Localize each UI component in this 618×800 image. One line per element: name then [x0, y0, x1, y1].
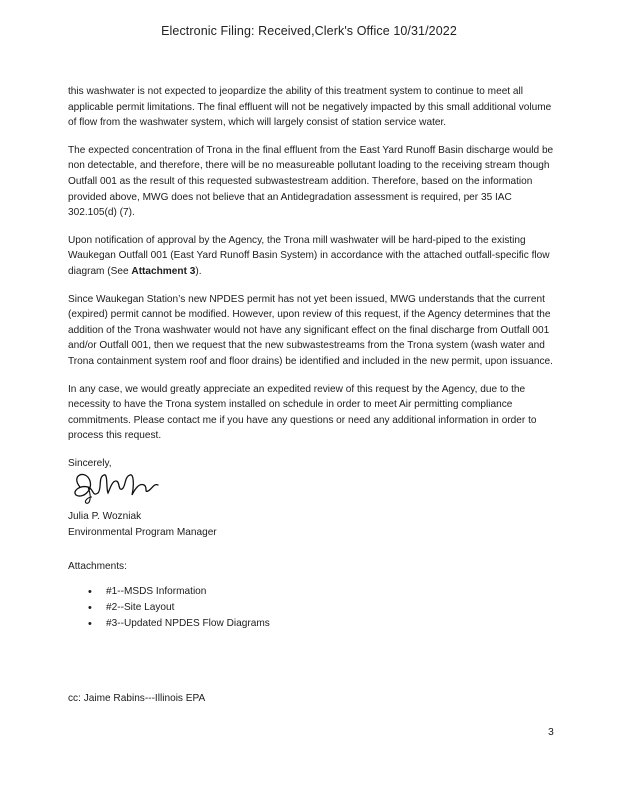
salutation: Sincerely, [68, 457, 112, 469]
paragraph-3 [68, 233, 556, 280]
bullet-icon: • [88, 586, 92, 599]
signer-name: Julia P. Wozniak [68, 511, 142, 523]
paragraph-4: Since Waukegan Station’s new NPDES permit has not yet been issued, MWG understands that the current (expired) permit cannot be modified. However, upon review of this request, if the Agency determines that the addition of the Trona washwater would not have any significant effect on the final discharge from Outfall 001 and/or Outfall 001, then we request that the new subwastestreams from the Trona system (wash water and Trona containment system roof and floor drains) be identified and included in the new permit, upon issuance. [68, 293, 553, 367]
filing-stamp-header: Electronic Filing: Received,Clerk's Office 10/31/2022 [161, 24, 457, 38]
bullet-icon: • [88, 618, 92, 631]
paragraph-5: In any case, we would greatly appreciate an expedited review of this request by the Agency, due to the necessity to have the Trona system installed on schedule in order to meet Air permitting compliance commitments. Please contact me if you have any questions or need any additional information in order to process this request. [68, 383, 537, 442]
list-item [68, 600, 556, 616]
cc-line: cc: Jaime Rabins---Illinois EPA [68, 693, 206, 704]
attachments-list [68, 584, 556, 632]
page-number: 3 [548, 726, 554, 738]
paragraph-3-text-end: ). [195, 265, 202, 277]
list-item [68, 616, 556, 632]
paragraph-3-text: Upon notification of approval by the Agency, the Trona mill washwater will be hard-piped to the existing Waukegan Outfall 001 (East Yard Runoff Basin System) in accordance with the attached outfall-specific flow diagram (See [68, 234, 550, 277]
attachment-item-label: #2--Site Layout [106, 602, 175, 614]
attachments-heading: Attachments: [68, 560, 127, 572]
paragraph-1: this washwater is not expected to jeopardize the ability of this treatment system to continue to meet all applicable permit limitations. The final effluent will not be negatively impacted by this small additional volume of flow from the washwater system, which will largely consist of station service water. [68, 86, 552, 129]
paragraph-2: The expected concentration of Trona in the final effluent from the East Yard Runoff Basin discharge would be non detectable, and therefore, there will be no measureable pollutant loading to the receiving stream though Outfall 001 as the result of this requested subwastestream addition. Therefore, based on the information provided above, MWG does not believe that an Antidegradation assessment is required, per 35 IAC 302.105(d) (7). [68, 144, 554, 219]
bullet-icon: • [88, 602, 92, 615]
letter-body [68, 84, 556, 632]
attachment-item-label: #3--Updated NPDES Flow Diagrams [106, 618, 270, 630]
signer-title: Environmental Program Manager [68, 527, 217, 539]
signature [68, 473, 556, 509]
handwritten-signature [68, 467, 168, 507]
list-item [68, 584, 556, 600]
attachment-reference: Attachment 3 [131, 265, 196, 277]
attachment-item-label: #1--MSDS Information [106, 586, 207, 598]
